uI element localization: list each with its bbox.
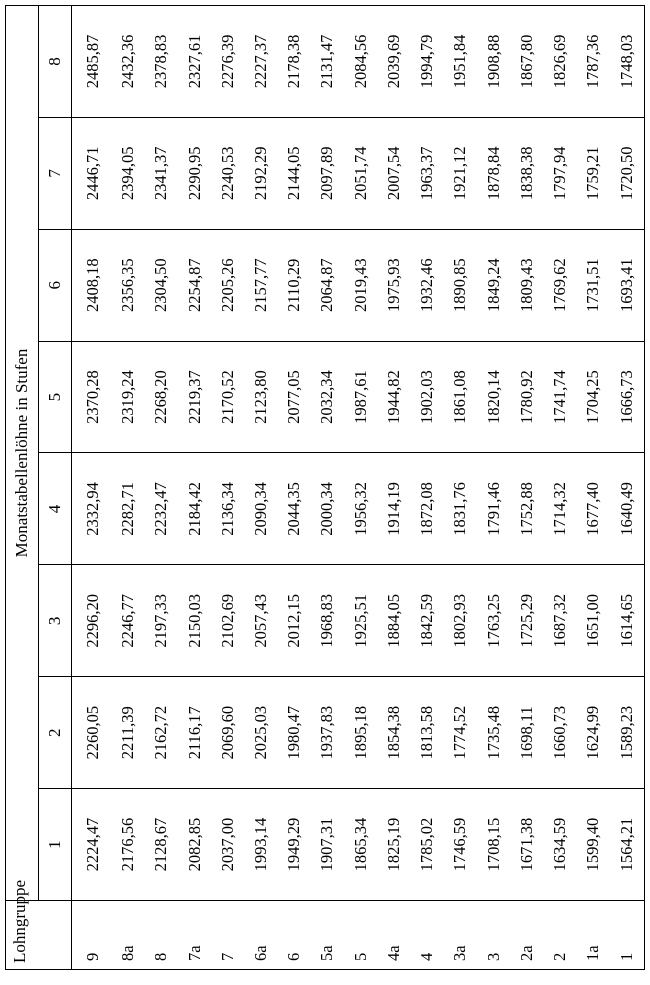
wage-cell: 1865,34 xyxy=(344,789,377,901)
wage-cell: 1720,50 xyxy=(610,117,644,229)
lohngruppe-cell: 3 xyxy=(477,901,510,970)
wage-cell: 2090,34 xyxy=(245,453,278,565)
header-row-group xyxy=(6,6,39,970)
wage-cell: 1624,99 xyxy=(577,677,610,789)
wage-cell: 1780,92 xyxy=(510,341,543,453)
wage-cell: 2319,24 xyxy=(112,341,145,453)
wage-cell: 2282,71 xyxy=(112,453,145,565)
table-row xyxy=(278,6,311,970)
wage-cell: 2012,15 xyxy=(278,565,311,677)
wage-cell: 2197,33 xyxy=(145,565,178,677)
table-row xyxy=(344,6,377,970)
wage-cell: 1878,84 xyxy=(477,117,510,229)
wage-cell: 1708,15 xyxy=(477,789,510,901)
wage-cell: 2077,05 xyxy=(278,341,311,453)
wage-cell: 1854,38 xyxy=(378,677,411,789)
wage-cell: 1968,83 xyxy=(311,565,344,677)
wage-cell: 2394,05 xyxy=(112,117,145,229)
wage-table-sheet xyxy=(5,5,645,970)
lohngruppe-cell: 4 xyxy=(411,901,444,970)
stage-header: 2 xyxy=(39,677,72,789)
wage-cell: 2044,35 xyxy=(278,453,311,565)
table-row xyxy=(610,6,644,970)
wage-cell: 2232,47 xyxy=(145,453,178,565)
wage-cell: 2432,36 xyxy=(112,6,145,118)
wage-cell: 1925,51 xyxy=(344,565,377,677)
wage-cell: 1693,41 xyxy=(610,229,644,341)
wage-cell: 2082,85 xyxy=(178,789,211,901)
stage-header: 3 xyxy=(39,565,72,677)
lohngruppe-cell: 8a xyxy=(112,901,145,970)
wage-cell: 2110,29 xyxy=(278,229,311,341)
wage-cell: 2356,35 xyxy=(112,229,145,341)
lohngruppe-cell: 1 xyxy=(610,901,644,970)
wage-cell: 2032,34 xyxy=(311,341,344,453)
lohngruppe-cell: 2a xyxy=(510,901,543,970)
wage-cell: 1813,58 xyxy=(411,677,444,789)
wage-cell: 1842,59 xyxy=(411,565,444,677)
wage-cell: 1914,19 xyxy=(378,453,411,565)
wage-cell: 2205,26 xyxy=(211,229,244,341)
wage-cell: 2224,47 xyxy=(72,789,112,901)
wage-cell: 1714,32 xyxy=(544,453,577,565)
wage-cell: 1774,52 xyxy=(444,677,477,789)
wage-cell: 2178,38 xyxy=(278,6,311,118)
wage-cell: 1993,14 xyxy=(245,789,278,901)
wage-cell: 2246,77 xyxy=(112,565,145,677)
table-row xyxy=(444,6,477,970)
wage-cell: 1802,93 xyxy=(444,565,477,677)
wage-cell: 2408,18 xyxy=(72,229,112,341)
lohngruppe-cell: 5a xyxy=(311,901,344,970)
wage-cell: 1735,48 xyxy=(477,677,510,789)
wage-cell: 2170,52 xyxy=(211,341,244,453)
header-row-stages xyxy=(39,6,72,970)
table-row xyxy=(510,6,543,970)
stage-header: 7 xyxy=(39,117,72,229)
wage-cell: 1748,03 xyxy=(610,6,644,118)
wage-cell: 1956,32 xyxy=(344,453,377,565)
wage-cell: 1564,21 xyxy=(610,789,644,901)
table-row xyxy=(112,6,145,970)
wage-cell: 2102,69 xyxy=(211,565,244,677)
wage-cell: 1921,12 xyxy=(444,117,477,229)
wage-cell: 2136,34 xyxy=(211,453,244,565)
wage-cell: 1907,31 xyxy=(311,789,344,901)
wage-cell: 2184,42 xyxy=(178,453,211,565)
wage-cell: 1987,61 xyxy=(344,341,377,453)
wage-cell: 2123,80 xyxy=(245,341,278,453)
wage-cell: 1725,29 xyxy=(510,565,543,677)
wage-table-body xyxy=(72,6,645,970)
wage-cell: 2240,53 xyxy=(211,117,244,229)
wage-cell: 2000,34 xyxy=(311,453,344,565)
wage-cell: 1838,38 xyxy=(510,117,543,229)
wage-cell: 1908,88 xyxy=(477,6,510,118)
wage-table xyxy=(5,5,645,970)
wage-cell: 1671,38 xyxy=(510,789,543,901)
wage-cell: 1809,43 xyxy=(510,229,543,341)
wage-cell: 1820,14 xyxy=(477,341,510,453)
wage-cell: 2064,87 xyxy=(311,229,344,341)
wage-cell: 2150,03 xyxy=(178,565,211,677)
wage-cell: 1763,25 xyxy=(477,565,510,677)
lohngruppe-cell: 5 xyxy=(344,901,377,970)
wage-cell: 1785,02 xyxy=(411,789,444,901)
wage-cell: 1867,80 xyxy=(510,6,543,118)
lohngruppe-cell: 7 xyxy=(211,901,244,970)
wage-cell: 2037,00 xyxy=(211,789,244,901)
table-row xyxy=(145,6,178,970)
wage-cell: 2211,39 xyxy=(112,677,145,789)
stage-header: 5 xyxy=(39,341,72,453)
wage-cell: 2131,47 xyxy=(311,6,344,118)
wage-cell: 2057,43 xyxy=(245,565,278,677)
wage-cell: 2446,71 xyxy=(72,117,112,229)
table-row xyxy=(72,6,112,970)
wage-cell: 1677,40 xyxy=(577,453,610,565)
wage-cell: 2007,54 xyxy=(378,117,411,229)
wage-cell: 2268,20 xyxy=(145,341,178,453)
wage-cell: 2260,05 xyxy=(72,677,112,789)
wage-cell: 2069,60 xyxy=(211,677,244,789)
wage-cell: 1746,59 xyxy=(444,789,477,901)
wage-cell: 1660,73 xyxy=(544,677,577,789)
wage-cell: 1797,94 xyxy=(544,117,577,229)
wage-cell: 2176,56 xyxy=(112,789,145,901)
wage-cell: 1731,51 xyxy=(577,229,610,341)
wage-cell: 2276,39 xyxy=(211,6,244,118)
wage-cell: 2128,67 xyxy=(145,789,178,901)
wage-cell: 1884,05 xyxy=(378,565,411,677)
wage-cell: 2304,50 xyxy=(145,229,178,341)
wage-cell: 2219,37 xyxy=(178,341,211,453)
table-row xyxy=(378,6,411,970)
wage-cell: 1614,65 xyxy=(610,565,644,677)
wage-cell: 1994,79 xyxy=(411,6,444,118)
lohngruppe-header: Lohngruppe xyxy=(6,901,72,970)
wage-cell: 1951,84 xyxy=(444,6,477,118)
lohngruppe-cell: 6 xyxy=(278,901,311,970)
lohngruppe-cell: 9 xyxy=(72,901,112,970)
table-row xyxy=(577,6,610,970)
wage-cell: 1599,40 xyxy=(577,789,610,901)
wage-cell: 1791,46 xyxy=(477,453,510,565)
wage-cell: 2290,95 xyxy=(178,117,211,229)
wage-cell: 2341,37 xyxy=(145,117,178,229)
wage-cell: 2162,72 xyxy=(145,677,178,789)
wage-cell: 1826,69 xyxy=(544,6,577,118)
wage-cell: 2327,61 xyxy=(178,6,211,118)
table-row xyxy=(311,6,344,970)
table-row xyxy=(411,6,444,970)
table-row xyxy=(211,6,244,970)
wage-cell: 2019,43 xyxy=(344,229,377,341)
wage-cell: 2378,83 xyxy=(145,6,178,118)
wage-cell: 2370,28 xyxy=(72,341,112,453)
wage-cell: 2157,77 xyxy=(245,229,278,341)
wage-cell: 2192,29 xyxy=(245,117,278,229)
stage-header: 1 xyxy=(39,789,72,901)
wage-cell: 1849,24 xyxy=(477,229,510,341)
wage-cell: 1651,00 xyxy=(577,565,610,677)
lohngruppe-cell: 7a xyxy=(178,901,211,970)
lohngruppe-cell: 1a xyxy=(577,901,610,970)
wage-cell: 1759,21 xyxy=(577,117,610,229)
wage-cell: 1704,25 xyxy=(577,341,610,453)
wage-cell: 1769,62 xyxy=(544,229,577,341)
wage-cell: 1944,82 xyxy=(378,341,411,453)
wage-cell: 2254,87 xyxy=(178,229,211,341)
wage-cell: 1666,73 xyxy=(610,341,644,453)
wage-cell: 1895,18 xyxy=(344,677,377,789)
wage-cell: 1902,03 xyxy=(411,341,444,453)
wage-cell: 2332,94 xyxy=(72,453,112,565)
table-row xyxy=(544,6,577,970)
wage-cell: 2084,56 xyxy=(344,6,377,118)
rotated-page xyxy=(5,5,645,970)
wage-cell: 2097,89 xyxy=(311,117,344,229)
wage-cell: 1831,76 xyxy=(444,453,477,565)
stage-header: 8 xyxy=(39,6,72,118)
table-row xyxy=(477,6,510,970)
stufen-group-header: Monatstabellenlöhne in Stufen xyxy=(6,6,39,901)
table-row xyxy=(178,6,211,970)
lohngruppe-cell: 2 xyxy=(544,901,577,970)
wage-cell: 1932,46 xyxy=(411,229,444,341)
wage-cell: 1975,93 xyxy=(378,229,411,341)
wage-cell: 2485,87 xyxy=(72,6,112,118)
stage-header: 6 xyxy=(39,229,72,341)
lohngruppe-cell: 3a xyxy=(444,901,477,970)
lohngruppe-cell: 8 xyxy=(145,901,178,970)
lohngruppe-cell: 4a xyxy=(378,901,411,970)
wage-cell: 2039,69 xyxy=(378,6,411,118)
wage-cell: 1963,37 xyxy=(411,117,444,229)
wage-cell: 2227,37 xyxy=(245,6,278,118)
wage-cell: 1787,36 xyxy=(577,6,610,118)
wage-cell: 1890,85 xyxy=(444,229,477,341)
table-row xyxy=(245,6,278,970)
wage-cell: 1634,59 xyxy=(544,789,577,901)
wage-cell: 2116,17 xyxy=(178,677,211,789)
wage-cell: 1698,11 xyxy=(510,677,543,789)
wage-cell: 1752,88 xyxy=(510,453,543,565)
wage-cell: 1640,49 xyxy=(610,453,644,565)
wage-cell: 1980,47 xyxy=(278,677,311,789)
wage-cell: 1872,08 xyxy=(411,453,444,565)
wage-cell: 2144,05 xyxy=(278,117,311,229)
wage-cell: 2296,20 xyxy=(72,565,112,677)
wage-cell: 1825,19 xyxy=(378,789,411,901)
wage-cell: 1861,08 xyxy=(444,341,477,453)
stage-header: 4 xyxy=(39,453,72,565)
wage-cell: 1937,83 xyxy=(311,677,344,789)
wage-cell: 1949,29 xyxy=(278,789,311,901)
wage-cell: 2051,74 xyxy=(344,117,377,229)
wage-cell: 1687,32 xyxy=(544,565,577,677)
wage-cell: 1741,74 xyxy=(544,341,577,453)
lohngruppe-cell: 6a xyxy=(245,901,278,970)
wage-cell: 2025,03 xyxy=(245,677,278,789)
wage-cell: 1589,23 xyxy=(610,677,644,789)
